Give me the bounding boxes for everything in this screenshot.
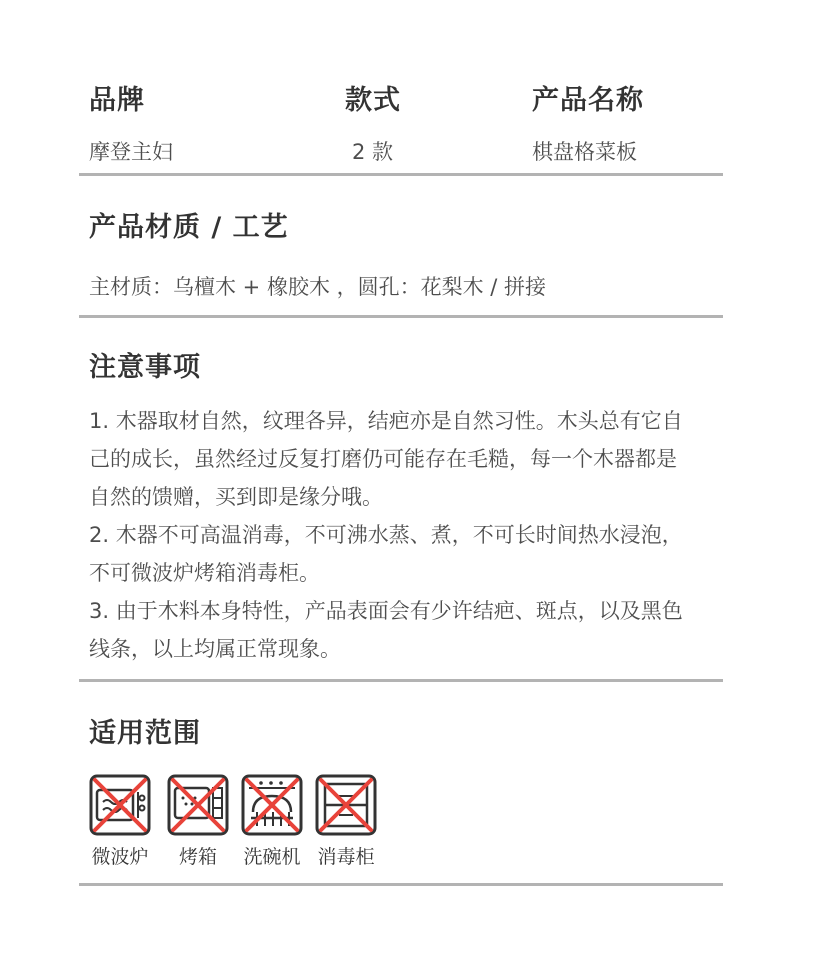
product-name-label: 产品名称: [532, 85, 644, 116]
usage-label: 消毒柜: [317, 846, 375, 868]
divider: [79, 315, 723, 318]
notes-body: [89, 402, 699, 668]
note-line: 3. 由于木料本身特性，产品表面会有少许结疤、斑点，以及黑色: [89, 599, 683, 623]
usage-item-dishwasher: [235, 774, 309, 869]
usage-label: 烤箱: [178, 846, 217, 868]
usage-section: [79, 708, 723, 878]
note-line: 线条，以上均属正常现象。: [89, 637, 341, 661]
usage-label: 微波炉: [91, 846, 149, 868]
material-value: 主材质：乌檀木 + 橡胶木 ，圆孔：花梨木 / 拼接: [89, 275, 547, 299]
note-line: 不可微波炉烤箱消毒柜。: [89, 561, 320, 585]
material-section: [79, 200, 723, 310]
dishwasher-prohibited-icon: [241, 774, 303, 836]
divider: [79, 173, 723, 176]
notes-section: [79, 343, 723, 663]
usage-item-sterilizer: [309, 774, 383, 869]
oven-prohibited-icon: [167, 774, 229, 836]
usage-heading: 适用范围: [89, 718, 201, 749]
microwave-prohibited-icon: [89, 774, 151, 836]
brand-label: 品牌: [89, 85, 145, 116]
info-row: [79, 70, 723, 170]
note-line: 1. 木器取材自然，纹理各异，结疤亦是自然习性。木头总有它自: [89, 409, 683, 433]
material-heading: 产品材质 / 工艺: [89, 212, 289, 243]
usage-icons: [79, 774, 723, 874]
brand-value: 摩登主妇: [89, 140, 173, 164]
style-label: 款式: [345, 85, 401, 116]
usage-label: 洗碗机: [243, 846, 301, 868]
note-line: 自然的馈赠，买到即是缘分哦。: [89, 485, 383, 509]
product-name-value: 棋盘格菜板: [532, 140, 637, 164]
note-line: 2. 木器不可高温消毒，不可沸水蒸、煮，不可长时间热水浸泡，: [89, 523, 683, 547]
usage-item-oven: [161, 774, 235, 869]
divider: [79, 679, 723, 682]
sterilizer-prohibited-icon: [315, 774, 377, 836]
usage-item-microwave: [83, 774, 157, 869]
notes-heading: 注意事项: [89, 352, 201, 383]
divider: [79, 883, 723, 886]
style-value: 2 款: [352, 140, 394, 164]
note-line: 己的成长，虽然经过反复打磨仍可能存在毛糙，每一个木器都是: [89, 447, 677, 471]
